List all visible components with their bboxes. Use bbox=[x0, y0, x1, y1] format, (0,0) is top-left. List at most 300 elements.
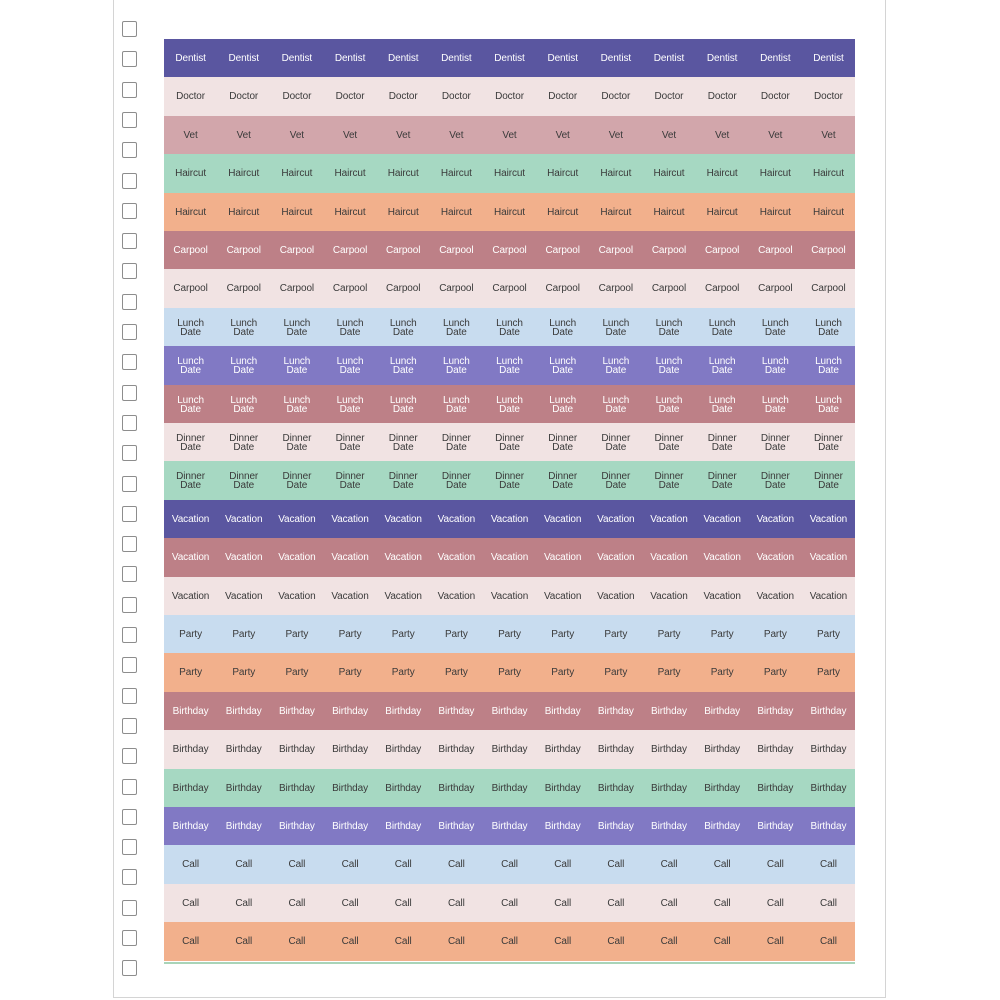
sticker-label[interactable]: Dinner Date bbox=[388, 432, 418, 453]
sticker-label[interactable]: Vacation bbox=[597, 514, 635, 525]
sticker-label[interactable]: Birthday bbox=[651, 744, 687, 755]
sticker-label[interactable]: Dentist bbox=[600, 53, 632, 64]
sticker-label[interactable]: Vet bbox=[715, 130, 730, 141]
sticker-label[interactable]: Vacation bbox=[384, 552, 422, 563]
sticker-label[interactable]: Haircut bbox=[281, 207, 313, 218]
sticker-label[interactable]: Vacation bbox=[225, 591, 263, 602]
sticker-label[interactable]: Carpool bbox=[492, 245, 527, 256]
sticker-label[interactable]: Carpool bbox=[332, 283, 368, 294]
sticker-label[interactable]: Birthday bbox=[172, 744, 209, 755]
sticker-label[interactable]: Call bbox=[288, 859, 306, 870]
sticker-label[interactable]: Vacation bbox=[384, 591, 422, 602]
sticker-label[interactable]: Call bbox=[554, 859, 572, 870]
sticker-label[interactable]: Birthday bbox=[544, 744, 581, 755]
sticker-label[interactable]: Vet bbox=[183, 130, 198, 141]
sticker-label[interactable]: Carpool bbox=[439, 283, 474, 294]
sticker-label[interactable]: Lunch Date bbox=[602, 355, 630, 376]
sticker-label[interactable]: Doctor bbox=[229, 91, 259, 102]
sticker-label[interactable]: Party bbox=[551, 667, 575, 678]
sticker-label[interactable]: Birthday bbox=[332, 706, 368, 717]
sticker-label[interactable]: Call bbox=[447, 859, 465, 870]
sticker-label[interactable]: Carpool bbox=[704, 245, 740, 256]
sticker-label[interactable]: Dentist bbox=[760, 53, 791, 64]
sticker-label[interactable]: Birthday bbox=[491, 783, 528, 794]
sticker-label[interactable]: Vet bbox=[608, 130, 623, 141]
sticker-label[interactable]: Haircut bbox=[812, 168, 844, 179]
sticker-label[interactable]: Birthday bbox=[438, 744, 475, 755]
sticker-label[interactable]: Call bbox=[607, 859, 625, 870]
sticker-label[interactable]: Vacation bbox=[650, 552, 688, 563]
sticker-label[interactable]: Carpool bbox=[598, 283, 633, 294]
sticker-label[interactable]: Lunch Date bbox=[442, 317, 470, 338]
sticker-label[interactable]: Party bbox=[338, 667, 362, 678]
sticker-label[interactable]: Lunch Date bbox=[496, 355, 523, 376]
sticker-label[interactable]: Lunch Date bbox=[389, 394, 417, 415]
sticker-label[interactable]: Birthday bbox=[491, 821, 528, 832]
sticker-label[interactable]: Dentist bbox=[281, 53, 313, 64]
sticker-label[interactable]: Dinner Date bbox=[707, 432, 737, 453]
sticker-label[interactable]: Carpool bbox=[386, 245, 421, 256]
sticker-label[interactable]: Call bbox=[766, 936, 784, 947]
sticker-label[interactable]: Call bbox=[394, 859, 412, 870]
sticker-label[interactable]: Birthday bbox=[385, 821, 422, 832]
sticker-label[interactable]: Dinner Date bbox=[760, 432, 790, 453]
sticker-label[interactable]: Birthday bbox=[385, 744, 422, 755]
sticker-label[interactable]: Call bbox=[554, 936, 572, 947]
sticker-label[interactable]: Birthday bbox=[438, 783, 475, 794]
sticker-label[interactable]: Carpool bbox=[758, 245, 793, 256]
sticker-label[interactable]: Birthday bbox=[704, 821, 741, 832]
sticker-label[interactable]: Party bbox=[710, 667, 734, 678]
sticker-label[interactable]: Vacation bbox=[703, 552, 741, 563]
sticker-label[interactable]: Carpool bbox=[173, 245, 208, 256]
sticker-label[interactable]: Haircut bbox=[600, 168, 632, 179]
sticker-label[interactable]: Lunch Date bbox=[336, 355, 364, 376]
sticker-label[interactable]: Birthday bbox=[810, 783, 847, 794]
sticker-label[interactable]: Carpool bbox=[439, 245, 474, 256]
sticker-label[interactable]: Birthday bbox=[225, 783, 262, 794]
sticker-label[interactable]: Birthday bbox=[172, 821, 209, 832]
sticker-label[interactable]: Vet bbox=[502, 130, 517, 141]
sticker-label[interactable]: Birthday bbox=[385, 706, 422, 717]
sticker-label[interactable]: Dentist bbox=[653, 53, 685, 64]
sticker-label[interactable]: Call bbox=[447, 898, 465, 909]
sticker-label[interactable]: Lunch Date bbox=[761, 394, 789, 415]
sticker-label[interactable]: Party bbox=[391, 629, 415, 640]
sticker-label[interactable]: Dinner Date bbox=[229, 470, 259, 491]
sticker-label[interactable]: Dentist bbox=[494, 53, 525, 64]
sticker-label[interactable]: Haircut bbox=[440, 168, 472, 179]
sticker-label[interactable]: Birthday bbox=[597, 821, 634, 832]
sticker-label[interactable]: Call bbox=[607, 898, 625, 909]
sticker-label[interactable]: Call bbox=[820, 859, 837, 870]
sticker-label[interactable]: Carpool bbox=[598, 245, 633, 256]
sticker-label[interactable]: Vacation bbox=[703, 591, 741, 602]
sticker-label[interactable]: Carpool bbox=[811, 245, 846, 256]
sticker-label[interactable]: Vacation bbox=[756, 514, 794, 525]
sticker-label[interactable]: Birthday bbox=[278, 744, 315, 755]
sticker-label[interactable]: Dinner Date bbox=[441, 470, 471, 491]
sticker-label[interactable]: Call bbox=[182, 859, 199, 870]
sticker-label[interactable]: Doctor bbox=[548, 91, 578, 102]
sticker-label[interactable]: Vacation bbox=[543, 514, 582, 525]
sticker-label[interactable]: Vacation bbox=[703, 514, 741, 525]
sticker-label[interactable]: Doctor bbox=[176, 91, 205, 102]
sticker-label[interactable]: Call bbox=[341, 859, 359, 870]
sticker-label[interactable]: Haircut bbox=[547, 207, 579, 218]
sticker-label[interactable]: Birthday bbox=[651, 706, 687, 717]
sticker-label[interactable]: Call bbox=[288, 898, 306, 909]
sticker-label[interactable]: Haircut bbox=[494, 168, 525, 179]
sticker-label[interactable]: Birthday bbox=[438, 821, 475, 832]
sticker-label[interactable]: Haircut bbox=[706, 207, 738, 218]
sticker-label[interactable]: Birthday bbox=[225, 821, 262, 832]
sticker-label[interactable]: Carpool bbox=[651, 245, 687, 256]
sticker-label[interactable]: Vet bbox=[396, 130, 411, 141]
sticker-label[interactable]: Call bbox=[607, 936, 625, 947]
sticker-label[interactable]: Birthday bbox=[544, 706, 581, 717]
sticker-label[interactable]: Haircut bbox=[759, 207, 791, 218]
sticker-label[interactable]: Doctor bbox=[441, 91, 471, 102]
sticker-label[interactable]: Vacation bbox=[171, 591, 210, 602]
sticker-label[interactable]: Doctor bbox=[335, 91, 365, 102]
sticker-label[interactable]: Vacation bbox=[225, 514, 263, 525]
sticker-label[interactable]: Call bbox=[820, 936, 837, 947]
sticker-label[interactable]: Vet bbox=[555, 130, 570, 141]
sticker-label[interactable]: Dinner Date bbox=[282, 470, 312, 491]
sticker-label[interactable]: Haircut bbox=[494, 207, 525, 218]
sticker-label[interactable]: Doctor bbox=[495, 91, 524, 102]
sticker-label[interactable]: Vet bbox=[289, 130, 304, 141]
sticker-label[interactable]: Dinner Date bbox=[654, 432, 684, 453]
sticker-label[interactable]: Haircut bbox=[547, 168, 579, 179]
sticker-label[interactable]: Vacation bbox=[225, 552, 263, 563]
sticker-label[interactable]: Party bbox=[657, 629, 681, 640]
sticker-label[interactable]: Vacation bbox=[597, 591, 635, 602]
sticker-label[interactable]: Dinner Date bbox=[495, 432, 524, 453]
sticker-label[interactable]: Birthday bbox=[704, 744, 741, 755]
sticker-label[interactable]: Vacation bbox=[171, 514, 210, 525]
sticker-label[interactable]: Call bbox=[820, 898, 837, 909]
sticker-label[interactable]: Party bbox=[444, 629, 468, 640]
sticker-label[interactable]: Lunch Date bbox=[177, 317, 204, 338]
sticker-label[interactable]: Birthday bbox=[172, 706, 209, 717]
sticker-label[interactable]: Birthday bbox=[704, 783, 741, 794]
sticker-label[interactable]: Party bbox=[551, 629, 575, 640]
sticker-label[interactable]: Vacation bbox=[490, 552, 529, 563]
sticker-label[interactable]: Dentist bbox=[706, 53, 738, 64]
sticker-label[interactable]: Haircut bbox=[175, 168, 207, 179]
sticker-label[interactable]: Vet bbox=[449, 130, 464, 141]
sticker-label[interactable]: Lunch Date bbox=[230, 317, 258, 338]
sticker-label[interactable]: Haircut bbox=[387, 207, 419, 218]
sticker-label[interactable]: Doctor bbox=[654, 91, 684, 102]
sticker-label[interactable]: Vacation bbox=[278, 591, 316, 602]
sticker-label[interactable]: Call bbox=[713, 898, 731, 909]
sticker-label[interactable]: Call bbox=[766, 898, 784, 909]
sticker-label[interactable]: Lunch Date bbox=[655, 355, 683, 376]
sticker-label[interactable]: Vacation bbox=[490, 514, 529, 525]
sticker-label[interactable]: Haircut bbox=[334, 207, 366, 218]
sticker-label[interactable]: Lunch Date bbox=[761, 355, 789, 376]
sticker-label[interactable]: Birthday bbox=[278, 706, 315, 717]
sticker-label[interactable]: Dinner Date bbox=[176, 432, 205, 453]
sticker-label[interactable]: Lunch Date bbox=[815, 317, 842, 338]
sticker-label[interactable]: Dentist bbox=[547, 53, 578, 64]
sticker-label[interactable]: Haircut bbox=[653, 207, 685, 218]
sticker-label[interactable]: Dinner Date bbox=[654, 470, 684, 491]
sticker-label[interactable]: Birthday bbox=[597, 744, 634, 755]
sticker-label[interactable]: Birthday bbox=[651, 783, 687, 794]
sticker-label[interactable]: Party bbox=[232, 629, 256, 640]
sticker-label[interactable]: Dinner Date bbox=[601, 432, 631, 453]
sticker-label[interactable]: Party bbox=[391, 667, 415, 678]
sticker-label[interactable]: Dentist bbox=[441, 53, 472, 64]
sticker-label[interactable]: Birthday bbox=[332, 744, 368, 755]
sticker-label[interactable]: Birthday bbox=[651, 821, 687, 832]
sticker-label[interactable]: Party bbox=[763, 667, 787, 678]
sticker-label[interactable]: Lunch Date bbox=[230, 355, 258, 376]
sticker-label[interactable]: Call bbox=[660, 936, 678, 947]
sticker-label[interactable]: Vacation bbox=[543, 552, 582, 563]
sticker-label[interactable]: Haircut bbox=[228, 168, 260, 179]
sticker-label[interactable]: Lunch Date bbox=[389, 355, 417, 376]
sticker-label[interactable]: Lunch Date bbox=[549, 317, 577, 338]
sticker-label[interactable]: Dinner Date bbox=[335, 432, 365, 453]
sticker-label[interactable]: Birthday bbox=[278, 783, 315, 794]
sticker-label[interactable]: Carpool bbox=[492, 283, 527, 294]
sticker-label[interactable]: Call bbox=[394, 936, 412, 947]
sticker-label[interactable]: Lunch Date bbox=[549, 394, 577, 415]
sticker-label[interactable]: Dinner Date bbox=[176, 470, 205, 491]
sticker-label[interactable]: Dinner Date bbox=[335, 470, 365, 491]
sticker-label[interactable]: Haircut bbox=[706, 168, 738, 179]
sticker-label[interactable]: Dentist bbox=[175, 53, 206, 64]
sticker-label[interactable]: Carpool bbox=[173, 283, 208, 294]
sticker-label[interactable]: Haircut bbox=[653, 168, 685, 179]
sticker-label[interactable]: Birthday bbox=[597, 783, 634, 794]
sticker-label[interactable]: Haircut bbox=[175, 207, 207, 218]
sticker-label[interactable]: Birthday bbox=[544, 783, 581, 794]
sticker-label[interactable]: Dinner Date bbox=[707, 470, 737, 491]
sticker-label[interactable]: Doctor bbox=[282, 91, 312, 102]
sticker-label[interactable]: Lunch Date bbox=[602, 394, 630, 415]
sticker-label[interactable]: Dentist bbox=[334, 53, 366, 64]
sticker-label[interactable]: Call bbox=[341, 936, 359, 947]
sticker-label[interactable]: Vacation bbox=[331, 514, 369, 525]
sticker-label[interactable]: Lunch Date bbox=[761, 317, 789, 338]
sticker-label[interactable]: Lunch Date bbox=[442, 394, 470, 415]
sticker-label[interactable]: Lunch Date bbox=[389, 317, 417, 338]
sticker-label[interactable]: Carpool bbox=[279, 283, 315, 294]
sticker-label[interactable]: Party bbox=[179, 667, 202, 678]
sticker-label[interactable]: Vacation bbox=[278, 552, 316, 563]
sticker-label[interactable]: Birthday bbox=[810, 821, 847, 832]
sticker-label[interactable]: Call bbox=[501, 898, 518, 909]
sticker-label[interactable]: Vacation bbox=[490, 591, 529, 602]
sticker-label[interactable]: Haircut bbox=[812, 207, 844, 218]
sticker-label[interactable]: Party bbox=[338, 629, 362, 640]
sticker-label[interactable]: Call bbox=[660, 898, 678, 909]
sticker-label[interactable]: Carpool bbox=[758, 283, 793, 294]
sticker-label[interactable]: Lunch Date bbox=[336, 317, 364, 338]
sticker-label[interactable]: Haircut bbox=[334, 168, 366, 179]
sticker-label[interactable]: Birthday bbox=[757, 783, 794, 794]
sticker-label[interactable]: Dinner Date bbox=[388, 470, 418, 491]
sticker-label[interactable]: Birthday bbox=[225, 706, 262, 717]
sticker-label[interactable]: Vacation bbox=[437, 591, 476, 602]
sticker-label[interactable]: Birthday bbox=[757, 706, 794, 717]
sticker-label[interactable]: Call bbox=[394, 898, 412, 909]
sticker-label[interactable]: Dinner Date bbox=[282, 432, 312, 453]
sticker-label[interactable]: Lunch Date bbox=[549, 355, 577, 376]
sticker-label[interactable]: Carpool bbox=[651, 283, 687, 294]
sticker-label[interactable]: Vacation bbox=[278, 514, 316, 525]
sticker-label[interactable]: Lunch Date bbox=[283, 355, 311, 376]
sticker-label[interactable]: Birthday bbox=[491, 744, 528, 755]
sticker-label[interactable]: Party bbox=[604, 667, 628, 678]
sticker-label[interactable]: Lunch Date bbox=[177, 394, 204, 415]
sticker-label[interactable]: Call bbox=[713, 936, 731, 947]
sticker-label[interactable]: Dinner Date bbox=[760, 470, 790, 491]
sticker-label[interactable]: Lunch Date bbox=[708, 317, 736, 338]
sticker-label[interactable]: Vacation bbox=[756, 591, 794, 602]
sticker-label[interactable]: Vacation bbox=[597, 552, 635, 563]
sticker-label[interactable]: Lunch Date bbox=[283, 317, 311, 338]
sticker-label[interactable]: Lunch Date bbox=[496, 394, 523, 415]
sticker-label[interactable]: Birthday bbox=[332, 821, 368, 832]
sticker-label[interactable]: Birthday bbox=[225, 744, 262, 755]
sticker-label[interactable]: Party bbox=[285, 629, 309, 640]
sticker-label[interactable]: Lunch Date bbox=[496, 317, 523, 338]
sticker-label[interactable]: Carpool bbox=[811, 283, 846, 294]
sticker-label[interactable]: Call bbox=[660, 859, 678, 870]
sticker-label[interactable]: Lunch Date bbox=[815, 355, 842, 376]
sticker-label[interactable]: Birthday bbox=[332, 783, 368, 794]
sticker-label[interactable]: Vacation bbox=[331, 552, 369, 563]
sticker-label[interactable]: Lunch Date bbox=[655, 394, 683, 415]
sticker-label[interactable]: Doctor bbox=[601, 91, 631, 102]
sticker-label[interactable]: Party bbox=[498, 629, 521, 640]
sticker-label[interactable]: Carpool bbox=[704, 283, 740, 294]
sticker-label[interactable]: Vacation bbox=[809, 552, 848, 563]
sticker-label[interactable]: Party bbox=[604, 629, 628, 640]
sticker-label[interactable]: Call bbox=[713, 859, 731, 870]
sticker-label[interactable]: Dentist bbox=[228, 53, 259, 64]
sticker-label[interactable]: Party bbox=[232, 667, 256, 678]
sticker-label[interactable]: Vacation bbox=[650, 514, 688, 525]
sticker-label[interactable]: Party bbox=[817, 667, 840, 678]
sticker-label[interactable]: Vet bbox=[821, 130, 836, 141]
sticker-label[interactable]: Birthday bbox=[810, 744, 847, 755]
sticker-label[interactable]: Haircut bbox=[281, 168, 313, 179]
sticker-label[interactable]: Carpool bbox=[386, 283, 421, 294]
sticker-label[interactable]: Lunch Date bbox=[230, 394, 258, 415]
sticker-label[interactable]: Party bbox=[763, 629, 787, 640]
sticker-label[interactable]: Lunch Date bbox=[655, 317, 683, 338]
sticker-label[interactable]: Party bbox=[817, 629, 840, 640]
sticker-label[interactable]: Lunch Date bbox=[177, 355, 204, 376]
sticker-label[interactable]: Vet bbox=[661, 130, 677, 141]
sticker-label[interactable]: Vacation bbox=[809, 591, 848, 602]
sticker-label[interactable]: Vacation bbox=[384, 514, 422, 525]
sticker-label[interactable]: Call bbox=[501, 859, 518, 870]
sticker-label[interactable]: Vacation bbox=[756, 552, 794, 563]
sticker-label[interactable]: Vacation bbox=[650, 591, 688, 602]
sticker-label[interactable]: Carpool bbox=[226, 283, 261, 294]
sticker-label[interactable]: Doctor bbox=[760, 91, 790, 102]
sticker-label[interactable]: Haircut bbox=[759, 168, 791, 179]
sticker-label[interactable]: Vacation bbox=[809, 514, 848, 525]
sticker-label[interactable]: Birthday bbox=[810, 706, 847, 717]
sticker-label[interactable]: Birthday bbox=[491, 706, 528, 717]
sticker-label[interactable]: Party bbox=[710, 629, 734, 640]
sticker-label[interactable]: Vet bbox=[768, 130, 783, 141]
sticker-label[interactable]: Call bbox=[766, 859, 784, 870]
sticker-label[interactable]: Call bbox=[501, 936, 518, 947]
sticker-label[interactable]: Dinner Date bbox=[814, 470, 843, 491]
sticker-label[interactable]: Dentist bbox=[813, 53, 844, 64]
sticker-label[interactable]: Call bbox=[235, 898, 253, 909]
sticker-label[interactable]: Birthday bbox=[757, 821, 794, 832]
sticker-label[interactable]: Doctor bbox=[814, 91, 843, 102]
sticker-label[interactable]: Call bbox=[447, 936, 465, 947]
sticker-label[interactable]: Haircut bbox=[600, 207, 632, 218]
sticker-label[interactable]: Birthday bbox=[438, 706, 475, 717]
sticker-label[interactable]: Call bbox=[182, 898, 199, 909]
sticker-label[interactable]: Dinner Date bbox=[548, 470, 578, 491]
sticker-label[interactable]: Lunch Date bbox=[708, 355, 736, 376]
sticker-label[interactable]: Party bbox=[498, 667, 521, 678]
sticker-label[interactable]: Vacation bbox=[171, 552, 210, 563]
sticker-label[interactable]: Carpool bbox=[545, 245, 580, 256]
sticker-label[interactable]: Doctor bbox=[707, 91, 737, 102]
sticker-label[interactable]: Dinner Date bbox=[441, 432, 471, 453]
sticker-label[interactable]: Vet bbox=[342, 130, 358, 141]
sticker-label[interactable]: Birthday bbox=[757, 744, 794, 755]
sticker-label[interactable]: Call bbox=[341, 898, 359, 909]
sticker-label[interactable]: Birthday bbox=[385, 783, 422, 794]
sticker-label[interactable]: Carpool bbox=[279, 245, 315, 256]
sticker-label[interactable]: Dinner Date bbox=[601, 470, 631, 491]
sticker-label[interactable]: Party bbox=[444, 667, 468, 678]
sticker-label[interactable]: Dinner Date bbox=[814, 432, 843, 453]
sticker-label[interactable]: Call bbox=[554, 898, 572, 909]
sticker-label[interactable]: Doctor bbox=[388, 91, 418, 102]
sticker-label[interactable]: Vet bbox=[236, 130, 251, 141]
sticker-label[interactable]: Vacation bbox=[437, 514, 476, 525]
sticker-label[interactable]: Birthday bbox=[544, 821, 581, 832]
sticker-label[interactable]: Dinner Date bbox=[229, 432, 259, 453]
sticker-label[interactable]: Vacation bbox=[543, 591, 582, 602]
sticker-label[interactable]: Lunch Date bbox=[708, 394, 736, 415]
sticker-label[interactable]: Call bbox=[288, 936, 306, 947]
sticker-label[interactable]: Lunch Date bbox=[602, 317, 630, 338]
sticker-label[interactable]: Party bbox=[657, 667, 681, 678]
sticker-label[interactable]: Birthday bbox=[172, 783, 209, 794]
sticker-label[interactable]: Call bbox=[182, 936, 199, 947]
sticker-label[interactable]: Haircut bbox=[440, 207, 472, 218]
sticker-label[interactable]: Lunch Date bbox=[283, 394, 311, 415]
sticker-label[interactable]: Dinner Date bbox=[548, 432, 578, 453]
sticker-label[interactable]: Birthday bbox=[597, 706, 634, 717]
sticker-label[interactable]: Carpool bbox=[226, 245, 261, 256]
sticker-label[interactable]: Party bbox=[179, 629, 202, 640]
sticker-label[interactable]: Vacation bbox=[331, 591, 369, 602]
sticker-label[interactable]: Carpool bbox=[545, 283, 580, 294]
sticker-label[interactable]: Lunch Date bbox=[815, 394, 842, 415]
sticker-label[interactable]: Haircut bbox=[228, 207, 260, 218]
